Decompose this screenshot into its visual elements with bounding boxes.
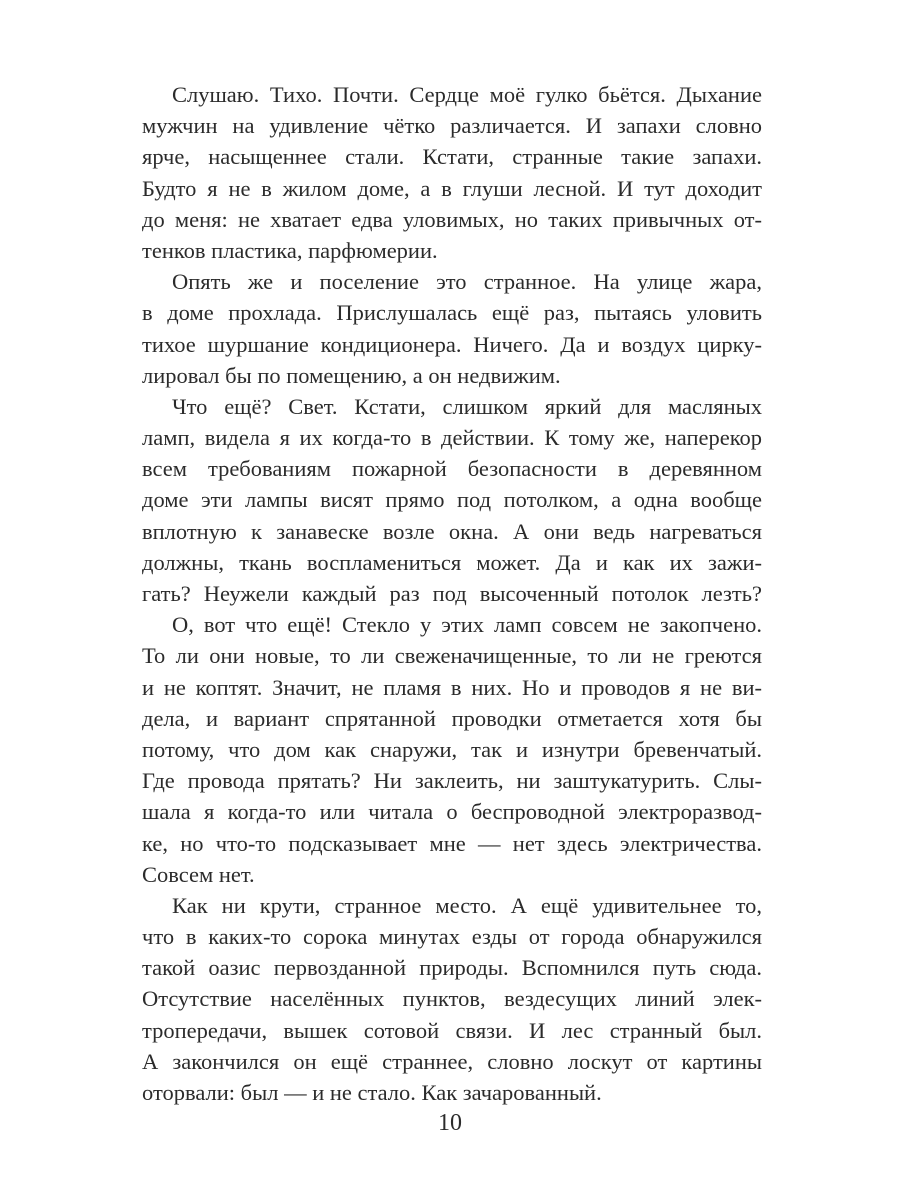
text-line: ярче, насыщеннее стали. Кстати, странные такие запахи. — [142, 144, 762, 170]
page-number: 10 — [438, 1110, 462, 1136]
text-line: лировал бы по помещению, а он недвижим. — [142, 362, 561, 388]
text-line: и не коптят. Значит, не пламя в них. Но и проводов я не ви- — [142, 674, 762, 700]
body-text — [142, 79, 762, 1108]
text-line: ламп, видела я их когда-то в действии. К тому же, наперекор — [142, 425, 762, 451]
text-line: должны, ткань воспламениться может. Да и как их зажи- — [142, 549, 762, 575]
text-line: гать? Неужели каждый раз под высоченный потолок лезть? — [142, 581, 762, 606]
paragraph-1 — [142, 79, 762, 266]
text-line: тихое шуршание кондиционера. Ничего. Да и воздух цирку- — [142, 331, 762, 357]
paragraph-5 — [142, 890, 762, 1108]
text-line: О, вот что ещё! Стекло у этих ламп совсем не закопчено. — [172, 612, 762, 638]
text-line: потому, что дом как снаружи, так и изнутри бревенчатый. — [142, 736, 762, 762]
text-line: Как ни крути, странное место. А ещё удивительнее то, — [172, 892, 762, 918]
text-line: доме эти лампы висят прямо под потолком, а одна вообще — [142, 487, 762, 513]
text-line: мужчин на удивление чётко различается. И запахи словно — [142, 113, 762, 139]
text-line: тропередачи, вышек сотовой связи. И лес странный был. — [142, 1017, 762, 1043]
text-line: ке, но что-то подсказывает мне — нет здесь электричества. — [142, 830, 762, 856]
text-line: что в каких-то сорока минутах езды от города обнаружился — [142, 924, 762, 950]
text-line: всем требованиям пожарной безопасности в деревянном — [142, 456, 762, 482]
text-line: в доме прохлада. Прислушалась ещё раз, пытаясь уловить — [142, 300, 762, 326]
text-line: до меня: не хватает едва уловимых, но таких привычных от- — [142, 206, 762, 232]
text-line: Совсем нет. — [142, 861, 255, 887]
text-line: Слушаю. Тихо. Почти. Сердце моё гулко бьётся. Дыхание — [172, 82, 762, 107]
text-line: То ли они новые, то ли свеженачищенные, то ли не греются — [142, 643, 762, 669]
text-line: Будто я не в жилом доме, а в глуши лесной. И тут доходит — [142, 175, 762, 201]
text-line: дела, и вариант спрятанной проводки отметается хотя бы — [142, 705, 762, 731]
text-line: оторвали: был — и не стало. Как зачарованный. — [142, 1080, 602, 1105]
text-line: Что ещё? Свет. Кстати, слишком яркий для масляных — [172, 393, 762, 419]
text-line: А закончился он ещё страннее, словно лоскут от картины — [142, 1048, 762, 1074]
paragraph-3 — [142, 391, 762, 609]
text-line: Где провода прятать? Ни заклеить, ни заштукатурить. Слы- — [142, 768, 762, 794]
paragraph-4 — [142, 609, 762, 890]
text-line: Отсутствие населённых пунктов, вездесущих линий элек- — [142, 986, 762, 1012]
paragraph-2 — [142, 266, 762, 391]
text-line: тенков пластика, парфюмерии. — [142, 237, 438, 263]
text-line: шала я когда-то или читала о беспроводной электроразвод- — [142, 799, 762, 825]
text-line: вплотную к занавеске возле окна. А они ведь нагреваться — [142, 518, 762, 544]
text-line: Опять же и поселение это странное. На улице жара, — [172, 269, 762, 295]
text-line: такой оазис первозданной природы. Вспомнился путь сюда. — [142, 955, 762, 981]
